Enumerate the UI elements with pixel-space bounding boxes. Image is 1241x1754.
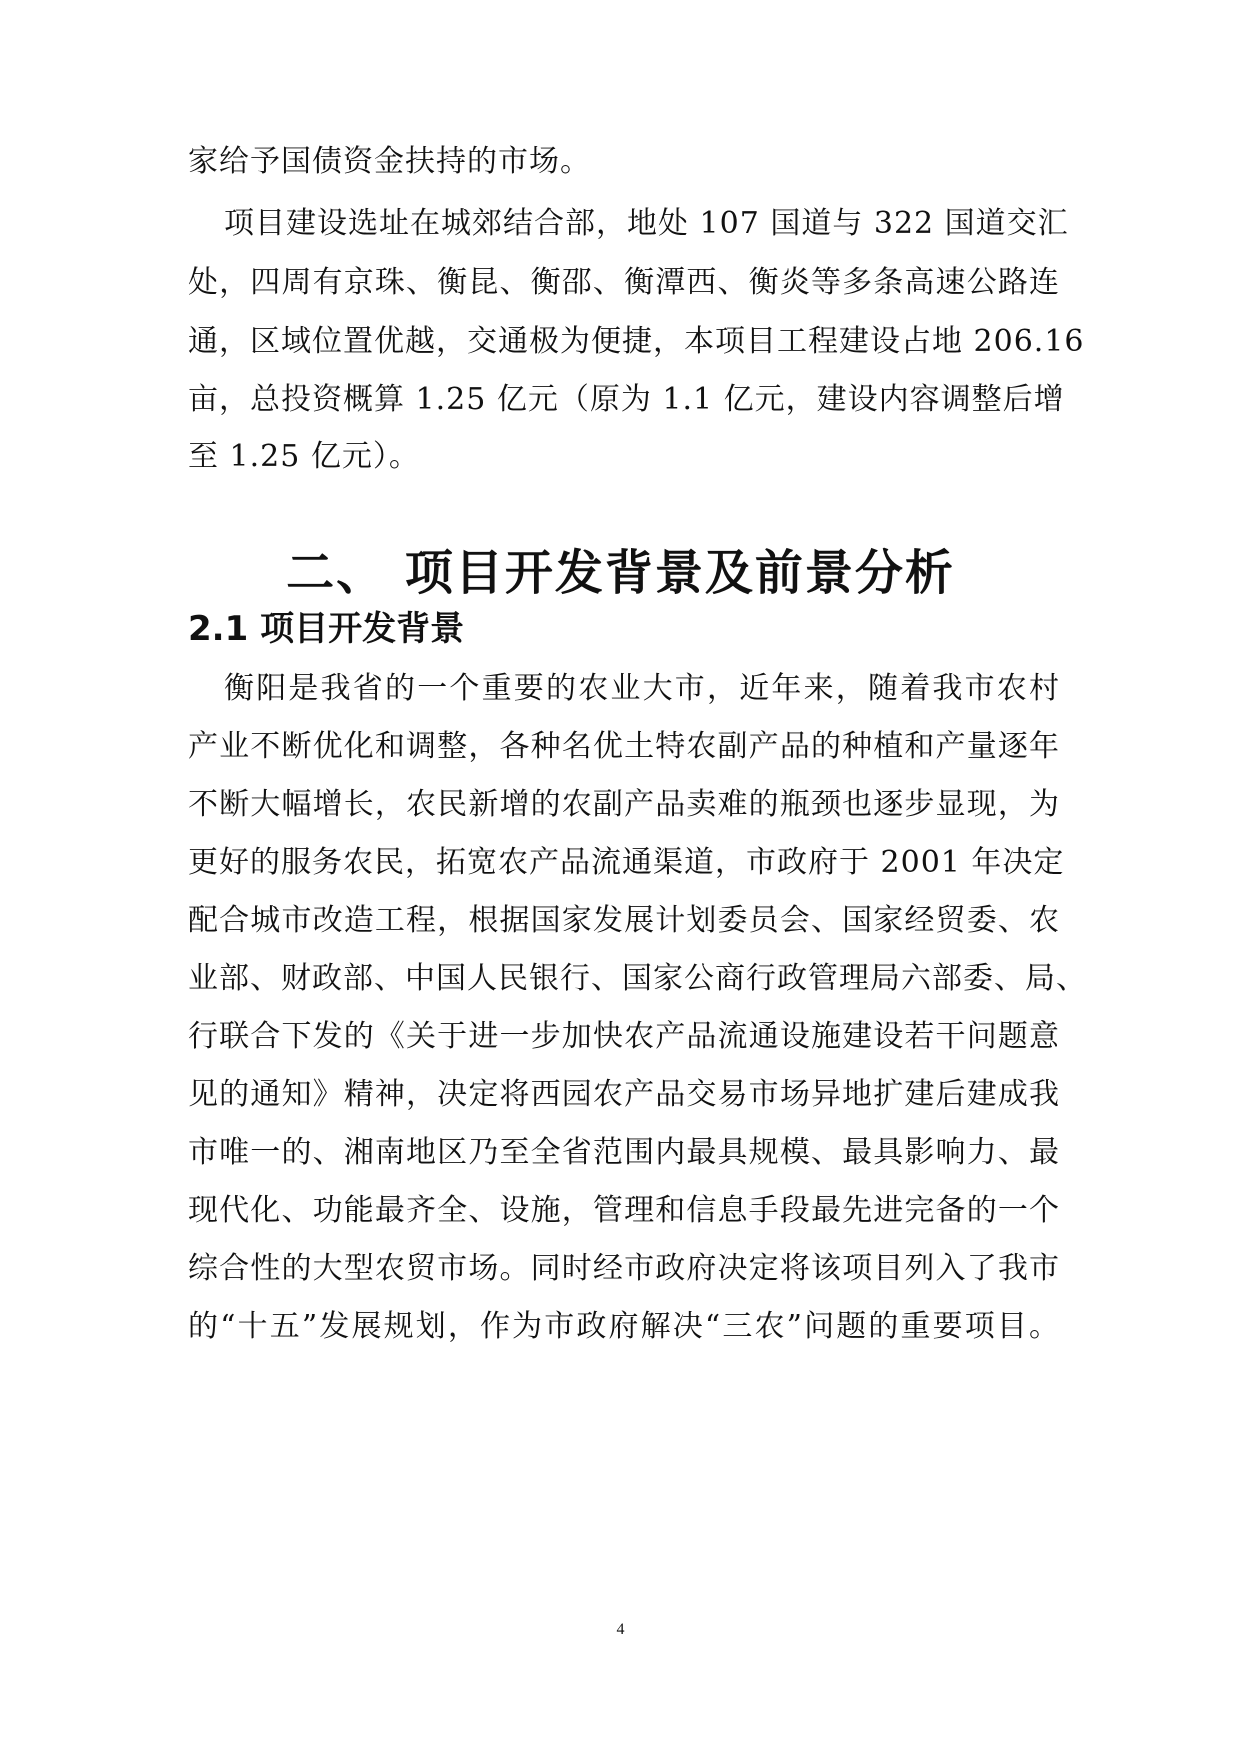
paragraph-line: 家给予国债资金扶持的市场。 <box>188 144 591 179</box>
section-heading: 二、 项目开发背景及前景分析 <box>286 545 955 601</box>
page-number: 4 <box>616 1621 625 1638</box>
paragraph-line: 衡阳是我省的一个重要的农业大市，近年来，随着我市农村 <box>224 671 1060 706</box>
paragraph-line: 配合城市改造工程，根据国家发展计划委员会、国家经贸委、农 <box>188 903 1060 938</box>
paragraph-line: 项目建设选址在城郊结合部，地处 107 国道与 322 国道交汇 <box>224 206 1069 241</box>
subsection-heading: 2.1 项目开发背景 <box>188 609 465 649</box>
paragraph-line: 行联合下发的《关于进一步加快农产品流通设施建设若干问题意 <box>188 1019 1060 1054</box>
paragraph-line: 业部、财政部、中国人民银行、国家公商行政管理局六部委、局、 <box>188 961 1087 996</box>
paragraph-line: 现代化、功能最齐全、设施，管理和信息手段最先进完备的一个 <box>188 1193 1060 1228</box>
paragraph-line: 更好的服务农民，拓宽农产品流通渠道，市政府于 2001 年决定 <box>188 845 1065 880</box>
paragraph-line: 见的通知》精神，决定将西园农产品交易市场异地扩建后建成我 <box>188 1077 1060 1112</box>
paragraph-line: 至 1.25 亿元）。 <box>188 439 420 474</box>
paragraph-line: 不断大幅增长，农民新增的农副产品卖难的瓶颈也逐步显现，为 <box>188 787 1060 822</box>
paragraph-line: 亩，总投资概算 1.25 亿元（原为 1.1 亿元，建设内容调整后增 <box>188 382 1065 417</box>
paragraph-line: 市唯一的、湘南地区乃至全省范围内最具规模、最具影响力、最 <box>188 1135 1060 1170</box>
paragraph-line: 通，区域位置优越，交通极为便捷，本项目工程建设占地 206.16 <box>188 324 1085 359</box>
paragraph-line: 综合性的大型农贸市场。同时经市政府决定将该项目列入了我市 <box>188 1251 1060 1286</box>
paragraph-line: 的“十五”发展规划，作为市政府解决“三农”问题的重要项目。 <box>188 1309 1060 1344</box>
paragraph-line: 产业不断优化和调整，各种名优土特农副产品的种植和产量逐年 <box>188 729 1060 764</box>
paragraph-line: 处，四周有京珠、衡昆、衡邵、衡潭西、衡炎等多条高速公路连 <box>188 265 1060 300</box>
